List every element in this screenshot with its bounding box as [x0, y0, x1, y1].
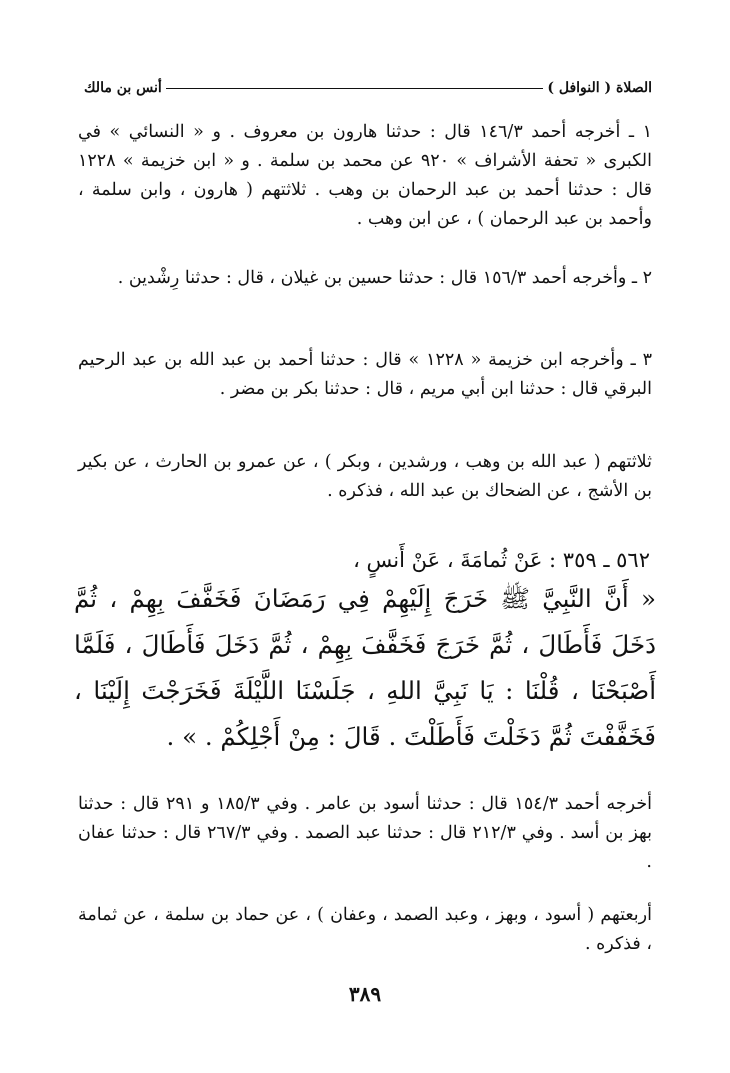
- header-chapter: الصلاة ( النوافل ): [547, 80, 652, 96]
- takhrij-note-5: أربعتهم ( أسود ، وبهز ، وعبد الصمد ، وعفان ) ، عن حماد بن سلمة ، عن ثمامة ، فذكره .: [78, 905, 652, 954]
- page-number: ٣٨٩: [348, 982, 382, 1006]
- takhrij-note-3: ٣ ـ وأخرجه ابن خزيمة « ١٢٢٨ » قال : حدثنا أحمد بن عبد الله بن عبد الرحيم البرقي قال : حدثنا ابن أبي مريم ، قال : حدثنا بكر بن مضر .: [78, 350, 652, 399]
- takhrij-note-1: ١ ـ أخرجه أحمد ١٤٦/٣ قال : حدثنا هارون بن معروف . و « النسائي » في الكبرى « تحفة الأشراف » ٩٢٠ عن محمد بن سلمة . و « ابن خزيمة » ١٢٢٨ قال : حدثنا أحمد بن عبد الرحمان بن وهب . ثلاثتهم ( هارون ، وابن سلمة ، وأحمد بن عبد الرحمان ) ، عن ابن وهب .: [78, 122, 652, 229]
- takhrij-note-2: ٢ ـ وأخرجه أحمد ١٥٦/٣ قال : حدثنا حسين بن غيلان ، قال : حدثنا رِشْدين .: [117, 268, 652, 288]
- running-header: [84, 76, 652, 100]
- hadith-text: « أَنَّ النَّبِيَّ ﷺ خَرَجَ إِلَيْهِمْ فِي رَمَضَانَ فَخَفَّفَ بِهِمْ ، ثُمَّ دَخَلَ فَأَطَالَ ، ثُمَّ خَرَجَ فَخَفَّفَ بِهِمْ ، ثُمَّ دَخَلَ فَأَطَالَ ، فَلَمَّا أَصْبَحْنَا ، قُلْنَا : يَا نَبِيَّ اللهِ ، جَلَسْنَا اللَّيْلَةَ فَخَرَجْتَ إِلَيْنَا ، فَخَفَّفْتَ ثُمَّ دَخَلْتَ فَأَطَلْتَ . قَالَ : مِنْ أَجْلِكُمْ . » .: [74, 584, 656, 751]
- header-rule: [166, 88, 544, 89]
- takhrij-note-summary: ثلاثتهم ( عبد الله بن وهب ، ورشدين ، وبكر ) ، عن عمرو بن الحارث ، عن بكير بن الأشج ، عن الضحاك بن عبد الله ، فذكره .: [78, 452, 652, 501]
- takhrij-note-4: أخرجه أحمد ١٥٤/٣ قال : حدثنا أسود بن عامر . وفي ١٨٥/٣ و ٢٩١ قال : حدثنا بهز بن أسد . وفي ٢١٢/٣ قال : حدثنا عبد الصمد . وفي ٢٦٧/٣ قال : حدثنا عفان .: [78, 794, 653, 872]
- hadith-heading: ٥٦٢ ـ ٣٥٩ : عَنْ ثُمامَةَ ، عَنْ أَنسٍ ،: [353, 548, 650, 572]
- header-narrator: أنس بن مالك: [84, 80, 162, 96]
